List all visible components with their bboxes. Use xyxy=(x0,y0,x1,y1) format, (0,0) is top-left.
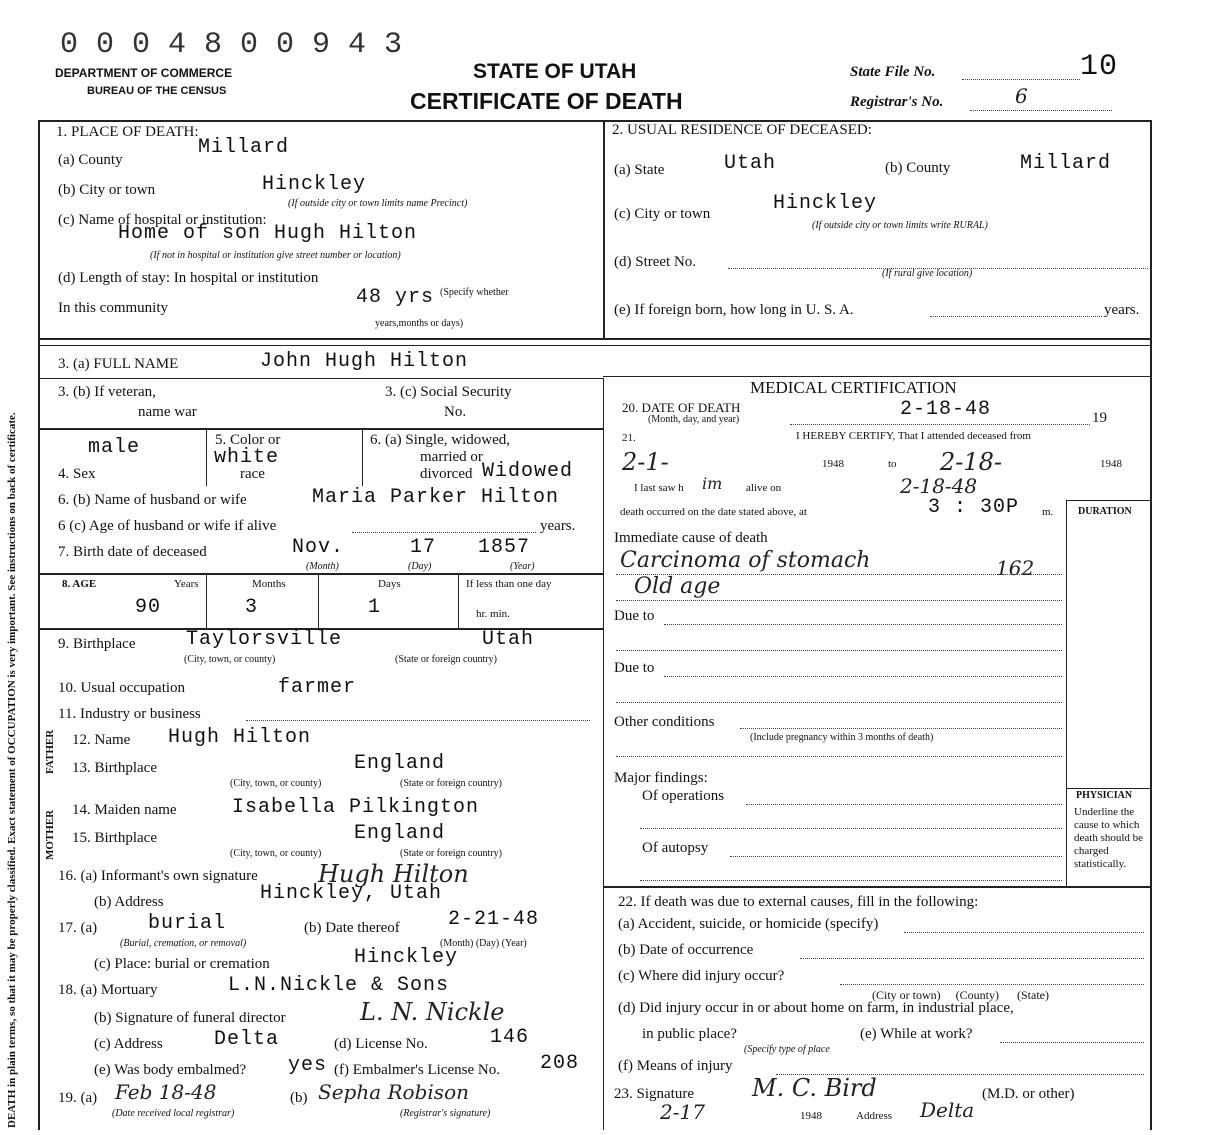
dod-19: 19 xyxy=(1092,410,1107,426)
res-county: Millard xyxy=(1020,152,1112,175)
mother-name: Isabella Pilkington xyxy=(232,796,480,819)
external-d: (d) Did injury occur in or about home on farm, in industrial place, xyxy=(618,1000,1014,1016)
medical-title: MEDICAL CERTIFICATION xyxy=(750,378,957,397)
immediate-label: Immediate cause of death xyxy=(614,530,768,546)
res-city: Hinckley xyxy=(773,192,878,215)
age-lessday-label: If less than one day xyxy=(466,578,552,590)
father-bp-label: 13. Birthplace xyxy=(72,760,157,776)
last-saw-label: I last saw h xyxy=(634,482,684,494)
age-years-label: Years xyxy=(174,578,199,590)
dod-label: 20. DATE OF DEATH xyxy=(622,400,741,415)
res-city-label: (c) City or town xyxy=(614,206,711,222)
pod-hospital-label: (c) Name of hospital or institution: xyxy=(58,212,267,228)
pod-community-label: In this community xyxy=(58,300,168,316)
informant-address-label: (b) Address xyxy=(94,894,164,910)
disp-a-note: (Burial, cremation, or removal) xyxy=(120,938,247,949)
marital-label: 6. (a) Single, widowed, xyxy=(370,432,510,448)
duration-label: DURATION xyxy=(1078,506,1132,517)
operations-label: Of operations xyxy=(642,788,725,804)
sex: male xyxy=(88,436,141,459)
birth-year: 1857 xyxy=(478,536,531,559)
disp-date-label: (b) Date thereof xyxy=(304,920,400,936)
major-label: Major findings: xyxy=(614,770,708,786)
disp-place: Hinckley xyxy=(354,946,459,969)
birth-month-note: (Month) xyxy=(306,561,339,572)
pod-specify2: years,months or days) xyxy=(375,318,464,329)
birthplace-state: Utah xyxy=(482,628,535,651)
autopsy-label: Of autopsy xyxy=(642,840,709,856)
physician-sig: M. C. Bird xyxy=(752,1074,877,1102)
embalmed-label: (e) Was body embalmed? xyxy=(94,1062,247,1078)
full-name: John Hugh Hilton xyxy=(260,350,469,373)
department: DEPARTMENT OF COMMERCE xyxy=(55,66,233,80)
birth-month: Nov. xyxy=(292,536,345,559)
marital-label3: divorced xyxy=(420,466,473,482)
age-hrmin: hr. min. xyxy=(476,608,510,620)
mother-bp-label: 15. Birthplace xyxy=(72,830,157,846)
age-days: 1 xyxy=(368,596,382,619)
residence-label: 2. USUAL RESIDENCE OF DECEASED: xyxy=(612,122,872,138)
spouse-label: 6. (b) Name of husband or wife xyxy=(58,492,247,508)
pod-county-label: (a) County xyxy=(58,152,123,168)
disp-place-label: (c) Place: burial or cremation xyxy=(94,956,270,972)
physician-note: Underline the cause to which death should be charged statistically. xyxy=(1074,806,1144,870)
fd-sig: L. N. Nickle xyxy=(360,998,505,1026)
age-days-label: Days xyxy=(378,578,401,590)
informant-address: Hinckley, Utah xyxy=(260,882,443,905)
external-b: (b) Date of occurrence xyxy=(618,942,754,958)
to-label: to xyxy=(888,458,897,470)
state-file-label: State File No. xyxy=(850,64,936,80)
registrar-value: 6 xyxy=(1015,84,1028,108)
father-city-note: (City, town, or county) xyxy=(230,778,322,789)
disp-a: burial xyxy=(148,912,227,935)
pod-specify: (Specify whether xyxy=(440,287,509,298)
other-note: (Include pregnancy within 3 months of death) xyxy=(750,732,934,743)
external-a: (a) Accident, suicide, or homicide (specify) xyxy=(618,916,879,932)
full-name-label: 3. (a) FULL NAME xyxy=(58,356,179,372)
pod-city-label: (b) City or town xyxy=(58,182,156,198)
received-note: (Date received local registrar) xyxy=(112,1108,235,1119)
page-title: CERTIFICATE OF DEATH xyxy=(410,88,683,114)
disp-a-label: 17. (a) xyxy=(58,920,98,936)
sex-label: 4. Sex xyxy=(58,466,96,482)
age-label: 8. AGE xyxy=(62,578,97,590)
state-title: STATE OF UTAH xyxy=(473,60,637,83)
external-c: (c) Where did injury occur? xyxy=(618,968,785,984)
sig-yr: 1948 xyxy=(800,1110,822,1122)
ssn-label: 3. (c) Social Security xyxy=(385,384,512,400)
marital-label2: married or xyxy=(420,449,483,465)
attended-from: 2-1- xyxy=(622,448,669,476)
age-months-label: Months xyxy=(252,578,286,590)
license-label: (d) License No. xyxy=(334,1036,428,1052)
mother-state-note: (State or foreign country) xyxy=(400,848,502,859)
res-city-note: (If outside city or town limits write RURAL) xyxy=(812,220,988,231)
certify-num: 21. xyxy=(622,432,636,444)
color-label2: race xyxy=(240,466,265,482)
registrar-label: Registrar's No. xyxy=(850,94,944,110)
place-of-death-label: 1. PLACE OF DEATH: xyxy=(56,124,199,140)
external-c-note: (City or town) (County) (State) xyxy=(872,988,1049,1002)
father-name: Hugh Hilton xyxy=(168,726,312,749)
birthplace-city-note: (City, town, or county) xyxy=(184,654,276,665)
res-foreign-label: (e) If foreign born, how long in U. S. A. xyxy=(614,302,854,318)
res-street-label: (d) Street No. xyxy=(614,254,697,270)
occupation-label: 10. Usual occupation xyxy=(58,680,186,696)
pod-community: 48 yrs xyxy=(356,286,435,309)
margin-instructions: DEATH in plain terms, so that it may be properly classified. Exact statement of OCCUPATION is very important. See instructions on back of certificate. xyxy=(6,412,18,1128)
mortuary-label: 18. (a) Mortuary xyxy=(58,982,158,998)
marital: Widowed xyxy=(482,460,574,483)
disp-date: 2-21-48 xyxy=(448,908,540,931)
pod-hospital-note: (If not in hospital or institution give street number or location) xyxy=(150,250,401,261)
industry-label: 11. Industry or business xyxy=(58,706,201,722)
immediate-code: 162 xyxy=(996,556,1035,580)
fd-sig-label: (b) Signature of funeral director xyxy=(94,1010,286,1026)
birth-day: 17 xyxy=(410,536,437,559)
spouse: Maria Parker Hilton xyxy=(312,486,560,509)
mother-city-note: (City, town, or county) xyxy=(230,848,322,859)
age-months: 3 xyxy=(245,596,259,619)
m-label: m. xyxy=(1042,506,1054,518)
mother-bp: England xyxy=(354,822,446,845)
registrar-note: (Registrar's signature) xyxy=(400,1108,491,1119)
age-years: 90 xyxy=(135,596,162,619)
external-f: (f) Means of injury xyxy=(618,1058,733,1074)
mortuary: L.N.Nickle & Sons xyxy=(228,974,450,997)
death-occurred-label: death occurred on the date stated above, at xyxy=(620,506,807,518)
attended-to: 2-18- xyxy=(940,448,1003,476)
immediate-2: Old age xyxy=(634,574,721,599)
external-d-note: (Specify type of place xyxy=(744,1044,830,1055)
dod: 2-18-48 xyxy=(900,398,992,421)
embalmer: 208 xyxy=(540,1052,580,1075)
birth-year-note: (Year) xyxy=(510,561,535,572)
sig-address-label: Address xyxy=(856,1110,893,1122)
external-title: 22. If death was due to external causes, fill in the following: xyxy=(618,894,979,910)
embalmer-label: (f) Embalmer's License No. xyxy=(334,1062,500,1078)
attended-from-yr: 1948 xyxy=(822,458,844,470)
spouse-age-years: years. xyxy=(540,518,576,534)
res-years-label: years. xyxy=(1104,302,1140,318)
bureau: BUREAU OF THE CENSUS xyxy=(87,85,227,97)
father-side-label: FATHER xyxy=(44,729,56,774)
informant-sig-label: 16. (a) Informant's own signature xyxy=(58,868,258,884)
father-state-note: (State or foreign country) xyxy=(400,778,502,789)
res-state: Utah xyxy=(724,152,777,175)
certify-text: I HEREBY CERTIFY, That I attended deceased from xyxy=(796,430,1031,442)
birthplace-state-note: (State or foreign country) xyxy=(395,654,497,665)
res-street-note: (If rural give location) xyxy=(882,268,973,279)
embalmed: yes xyxy=(288,1054,328,1077)
death-time: 3 : 30P xyxy=(928,496,1020,519)
received-label: 19. (a) xyxy=(58,1090,98,1106)
sig-md: (M.D. or other) xyxy=(982,1086,1075,1102)
veteran-label2: name war xyxy=(138,404,197,420)
birth-label: 7. Birth date of deceased xyxy=(58,544,207,560)
pod-stay-label: (d) Length of stay: In hospital or institution xyxy=(58,270,319,286)
last-saw-him: im xyxy=(702,474,723,493)
birthplace-label: 9. Birthplace xyxy=(58,636,136,652)
sig-label: 23. Signature xyxy=(614,1086,694,1102)
other-label: Other conditions xyxy=(614,714,715,730)
spouse-age-label: 6 (c) Age of husband or wife if alive xyxy=(58,518,277,534)
res-state-label: (a) State xyxy=(614,162,665,178)
due-to-1: Due to xyxy=(614,608,655,624)
disp-address: Delta xyxy=(214,1028,280,1051)
alive-on: alive on xyxy=(746,482,782,494)
mother-name-label: 14. Maiden name xyxy=(72,802,177,818)
attended-to-yr: 1948 xyxy=(1100,458,1122,470)
birth-day-note: (Day) xyxy=(408,561,432,572)
ssn-label2: No. xyxy=(444,404,467,420)
disp-address-label: (c) Address xyxy=(94,1036,163,1052)
external-d2: in public place? xyxy=(642,1026,737,1042)
pod-city: Hinckley xyxy=(262,173,367,196)
license: 146 xyxy=(490,1026,530,1049)
res-county-label: (b) County xyxy=(885,160,951,176)
external-e: (e) While at work? xyxy=(860,1026,973,1042)
occupation: farmer xyxy=(278,676,357,699)
due-to-2: Due to xyxy=(614,660,655,676)
certificate-number: 0 0 0 4 8 0 0 9 4 3 xyxy=(60,28,403,62)
registrar-sig: Sepha Robison xyxy=(318,1080,469,1104)
pod-county: Millard xyxy=(198,136,290,159)
immediate: Carcinoma of stomach xyxy=(620,548,871,573)
color: white xyxy=(214,446,280,469)
sig-date: 2-17 xyxy=(660,1100,705,1124)
informant-sig: Hugh Hilton xyxy=(318,860,469,888)
dod-note: (Month, day, and year) xyxy=(648,414,740,425)
father-bp: England xyxy=(354,752,446,775)
veteran-label: 3. (b) If veteran, xyxy=(58,384,156,400)
disp-date-note: (Month) (Day) (Year) xyxy=(440,938,527,949)
birthplace-city: Taylorsville xyxy=(186,628,343,651)
mother-side-label: MOTHER xyxy=(44,809,56,860)
received: Feb 18-48 xyxy=(115,1080,217,1104)
last-saw: 2-18-48 xyxy=(900,474,978,498)
registrar-sig-label: (b) xyxy=(290,1090,308,1106)
color-label: 5. Color or xyxy=(215,432,281,448)
state-file-value: 10 xyxy=(1080,50,1119,84)
pod-hospital: Home of son Hugh Hilton xyxy=(118,222,418,245)
physician-label: PHYSICIAN xyxy=(1076,790,1133,801)
sig-address: Delta xyxy=(920,1098,975,1122)
pod-city-note: (If outside city or town limits name Precinct) xyxy=(288,198,468,209)
father-name-label: 12. Name xyxy=(72,732,131,748)
